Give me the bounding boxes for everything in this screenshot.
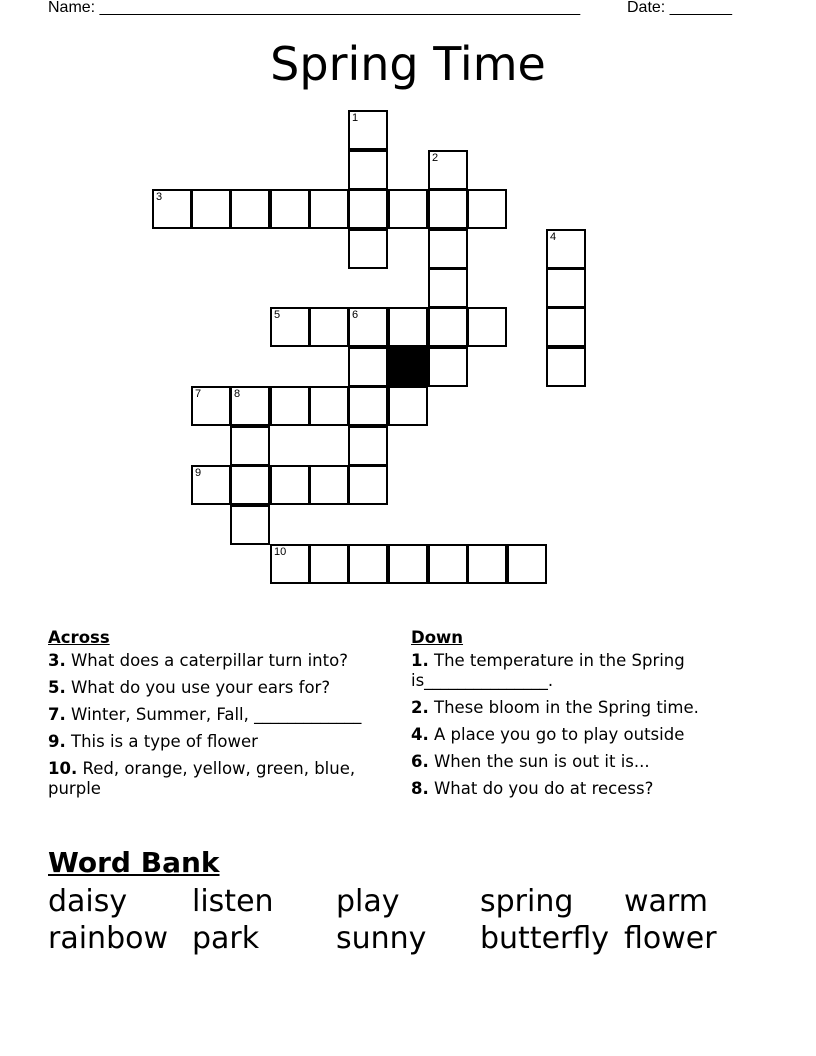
crossword-black-cell (388, 347, 428, 387)
word-bank-word: daisy (48, 884, 128, 919)
crossword-cell[interactable] (348, 229, 388, 269)
crossword-cell[interactable] (348, 386, 388, 426)
crossword-cell[interactable] (270, 465, 310, 505)
crossword-cell[interactable] (230, 465, 270, 505)
crossword-cell[interactable] (348, 426, 388, 466)
crossword-cell[interactable] (467, 189, 507, 229)
crossword-cell[interactable] (270, 386, 310, 426)
crossword-cell[interactable] (348, 347, 388, 387)
clue-text: Red, orange, yellow, green, blue, purple (48, 759, 356, 798)
crossword-cell[interactable] (309, 386, 349, 426)
word-bank-word: sunny (336, 921, 427, 956)
cell-number: 2 (432, 152, 439, 164)
down-clue (411, 725, 756, 745)
crossword-cell[interactable] (230, 505, 270, 545)
crossword-cell[interactable] (191, 465, 231, 505)
down-clue (411, 752, 756, 772)
word-bank-word: park (192, 921, 260, 956)
across-heading: Across (48, 628, 110, 647)
crossword-cell[interactable] (428, 268, 468, 308)
clue-text: A place you go to play outside (428, 725, 685, 744)
clue-text: What do you use your ears for? (65, 678, 331, 697)
across-clue (48, 732, 393, 752)
crossword-cell[interactable] (348, 189, 388, 229)
crossword-cell[interactable] (270, 307, 310, 347)
clue-text: The temperature in the Spring is_______________. (411, 651, 685, 690)
clue-number: 4. (411, 725, 429, 744)
crossword-cell[interactable] (348, 544, 388, 584)
across-clue (48, 705, 393, 725)
cell-number: 3 (156, 191, 163, 203)
crossword-cell[interactable] (309, 544, 349, 584)
down-clues (411, 628, 756, 806)
crossword-cell[interactable] (348, 465, 388, 505)
crossword-cell[interactable] (230, 189, 270, 229)
down-clue (411, 651, 756, 691)
cell-number: 7 (195, 388, 202, 400)
crossword-cell[interactable] (348, 110, 388, 150)
crossword-cell[interactable] (191, 386, 231, 426)
across-clue (48, 759, 393, 799)
date-field: Date: _______ (627, 0, 732, 16)
clue-number: 8. (411, 779, 429, 798)
cell-number: 1 (352, 112, 359, 124)
crossword-cell[interactable] (270, 189, 310, 229)
clue-number: 5. (48, 678, 66, 697)
crossword-cell[interactable] (428, 189, 468, 229)
name-field: Name: ______________________________________________________ (48, 0, 581, 16)
crossword-cell[interactable] (152, 189, 192, 229)
crossword-cell[interactable] (191, 189, 231, 229)
crossword-cell[interactable] (309, 465, 349, 505)
down-clue (411, 779, 756, 799)
word-bank-title: Word Bank (48, 846, 220, 879)
clue-number: 7. (48, 705, 66, 724)
clue-text: When the sun is out it is... (428, 752, 650, 771)
clue-text: What does a caterpillar turn into? (65, 651, 348, 670)
word-bank-word: flower (624, 921, 717, 956)
crossword-cell[interactable] (546, 307, 586, 347)
cell-number: 10 (274, 546, 287, 558)
cell-number: 6 (352, 309, 359, 321)
clue-number: 1. (411, 651, 429, 670)
down-clue (411, 698, 756, 718)
crossword-cell[interactable] (309, 189, 349, 229)
clue-number: 6. (411, 752, 429, 771)
clue-text: This is a type of flower (65, 732, 258, 751)
crossword-cell[interactable] (428, 347, 468, 387)
word-bank-word: butterfly (480, 921, 610, 956)
crossword-cell[interactable] (270, 544, 310, 584)
crossword-cell[interactable] (428, 150, 468, 190)
crossword-cell[interactable] (348, 307, 388, 347)
crossword-cell[interactable] (230, 386, 270, 426)
across-clues (48, 628, 393, 806)
crossword-cell[interactable] (230, 426, 270, 466)
cell-number: 5 (274, 309, 281, 321)
word-bank-word: play (336, 884, 400, 919)
word-bank-word: spring (480, 884, 574, 919)
crossword-cell[interactable] (428, 544, 468, 584)
word-bank-word: warm (624, 884, 708, 919)
crossword-cell[interactable] (428, 229, 468, 269)
clue-number: 2. (411, 698, 429, 717)
crossword-cell[interactable] (546, 268, 586, 308)
across-clue (48, 678, 393, 698)
crossword-cell[interactable] (467, 544, 507, 584)
clue-number: 3. (48, 651, 66, 670)
clue-text: These bloom in the Spring time. (428, 698, 699, 717)
page-title: Spring Time (270, 37, 546, 91)
clue-text: What do you do at recess? (428, 779, 654, 798)
across-clue (48, 651, 393, 671)
crossword-cell[interactable] (309, 307, 349, 347)
crossword-cell[interactable] (388, 544, 428, 584)
clue-number: 10. (48, 759, 78, 778)
crossword-cell[interactable] (546, 229, 586, 269)
cell-number: 4 (550, 231, 557, 243)
down-heading: Down (411, 628, 464, 647)
cell-number: 9 (195, 467, 202, 479)
crossword-cell[interactable] (348, 150, 388, 190)
crossword-cell[interactable] (388, 386, 428, 426)
crossword-cell[interactable] (388, 189, 428, 229)
clue-text: Winter, Summer, Fall, _____________ (65, 705, 362, 724)
crossword-cell[interactable] (388, 307, 428, 347)
word-bank-word: rainbow (48, 921, 168, 956)
crossword-cell[interactable] (546, 347, 586, 387)
crossword-cell[interactable] (467, 307, 507, 347)
clue-number: 9. (48, 732, 66, 751)
cell-number: 8 (234, 388, 241, 400)
word-bank (48, 883, 768, 957)
crossword-cell[interactable] (507, 544, 547, 584)
crossword-cell[interactable] (428, 307, 468, 347)
word-bank-word: listen (192, 884, 274, 919)
